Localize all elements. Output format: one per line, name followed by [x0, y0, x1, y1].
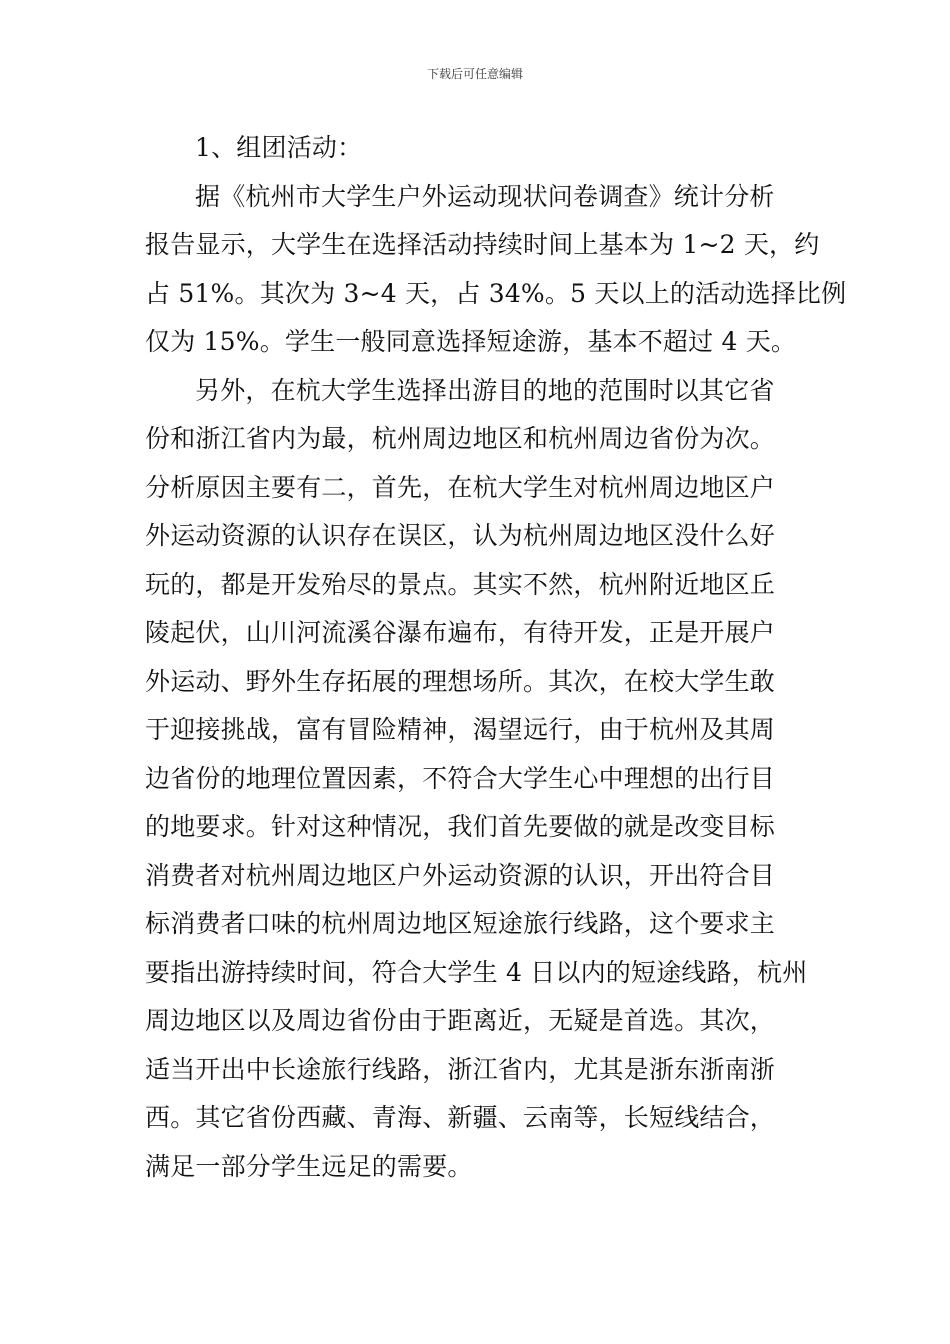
paragraph-2-line-9: 边省份的地理位置因素，不符合大学生心中理想的出行目: [145, 763, 776, 793]
paragraph-1-line-2: 报告显示，大学生在选择活动持续时间上基本为 1~2 天，约: [145, 230, 820, 259]
paragraph-2-line-17: 满足一部分学生远足的需要。: [145, 1151, 473, 1181]
paragraph-2-line-7: 外运动、野外生存拓展的理想场所。其次，在校大学生敢: [145, 666, 776, 696]
paragraph-1-line-1: 据《杭州市大学生户外运动现状问卷调查》统计分析: [195, 181, 775, 211]
paragraph-2-line-11: 消费者对杭州周边地区户外运动资源的认识，开出符合目: [145, 860, 776, 890]
paragraph-2-line-14: 周边地区以及周边省份由于距离近，无疑是首选。其次，: [145, 1006, 776, 1035]
paragraph-2-line-15: 适当开出中长途旅行线路，浙江省内，尤其是浙东浙南浙: [145, 1054, 776, 1084]
paragraph-1-line-3: 占 51%。其次为 3~4 天，占 34%。5 天以上的活动选择比例: [145, 278, 847, 308]
paragraph-2-line-6: 陵起伏，山川河流溪谷瀑布遍布，有待开发，正是开展户: [145, 618, 776, 647]
paragraph-2-line-3: 分析原因主要有二，首先，在杭大学生对杭州周边地区户: [145, 472, 776, 502]
paragraph-2-line-5: 玩的，都是开发殆尽的景点。其实不然，杭州附近地区丘: [145, 569, 776, 599]
paragraph-2-line-8: 于迎接挑战，富有冒险精神，渴望远行，由于杭州及其周: [145, 715, 776, 744]
section-heading: 1、组团活动：: [195, 133, 363, 162]
paragraph-2-line-13: 要指出游持续时间，符合大学生 4 日以内的短途线路，杭州: [145, 957, 808, 987]
paragraph-2-line-2: 份和浙江省内为最，杭州周边地区和杭州周边省份为次。: [145, 424, 776, 453]
page-header: 下载后可任意编辑: [426, 67, 523, 81]
paragraph-1-line-4: 仅为 15%。学生一般同意选择短途游，基本不超过 4 天。: [145, 327, 797, 356]
paragraph-2-line-1: 另外，在杭大学生选择出游目的地的范围时以其它省: [195, 375, 775, 405]
paragraph-2-line-12: 标消费者口味的杭州周边地区短途旅行线路，这个要求主: [145, 909, 776, 938]
document-body: [145, 124, 847, 1191]
paragraph-2-line-10: 的地要求。针对这种情况，我们首先要做的就是改变目标: [145, 812, 776, 841]
paragraph-2-line-16: 西。其它省份西藏、青海、新疆、云南等，长短线结合，: [145, 1103, 776, 1132]
paragraph-2-line-4: 外运动资源的认识存在误区，认为杭州周边地区没什么好: [145, 521, 776, 550]
